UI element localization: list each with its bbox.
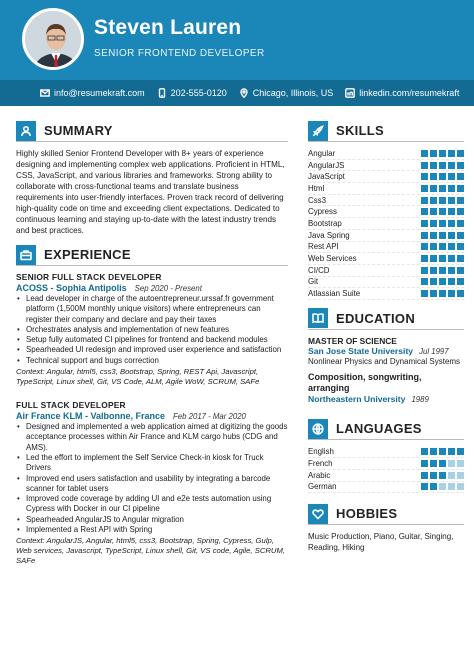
rating-square [421, 173, 428, 180]
heart-icon [312, 508, 324, 520]
job-dates: Sep 2020 - Present [134, 284, 202, 293]
skill-row [308, 171, 464, 183]
rocket-icon [312, 125, 324, 137]
skills-heading: SKILLS [336, 123, 385, 138]
job-entry [16, 272, 288, 387]
skill-row [308, 160, 464, 172]
education-description: Nonlinear Physics and Dynamical Systems [308, 356, 461, 366]
job-role: SENIOR FULL STACK DEVELOPER [16, 272, 162, 282]
rating-square [430, 448, 437, 455]
education-school: San Jose State University [308, 345, 414, 356]
rating-square [421, 197, 428, 204]
location-pin-icon [239, 88, 249, 98]
skill-row [308, 265, 464, 277]
job-bullet: • Lead developer in charge of the autoentrepreneur.urssaf.fr government platform (1,500M monthly unique visitors) where entrepreneurs can register their company and declare and pay their taxes [16, 294, 288, 325]
skill-row-name: AngularJS [308, 160, 345, 170]
job-company: Air France KLM - Valbonne, France [16, 411, 166, 422]
candidate-title: SENIOR FRONTEND DEVELOPER [94, 48, 265, 59]
education-section-header [308, 308, 464, 330]
skill-row [308, 195, 464, 207]
skills-list [308, 148, 464, 300]
job-bullet: • Spearheaded AngularJS to Angular migration [16, 515, 288, 525]
job-role: FULL STACK DEVELOPER [16, 400, 126, 411]
skill-row-name: Bootstrap [308, 218, 342, 228]
rating-square [421, 162, 428, 169]
summary-section-header [16, 120, 288, 142]
rating-square [439, 173, 446, 180]
education-heading: EDUCATION [336, 310, 416, 326]
rating-square [421, 267, 428, 274]
rating-square [457, 483, 464, 490]
rating-square [421, 243, 428, 250]
contact-linkedin-text: linkedin.com/resumekraft [359, 88, 460, 98]
skill-row-rating [421, 290, 464, 297]
skill-row-rating [421, 208, 464, 215]
rating-square [448, 460, 455, 467]
rating-square [439, 220, 446, 227]
rating-square [448, 243, 455, 250]
skill-row-rating [421, 197, 464, 204]
book-icon [312, 312, 324, 324]
rating-square [430, 267, 437, 274]
rating-square [457, 150, 464, 157]
user-icon [20, 125, 32, 137]
skill-row [308, 277, 464, 289]
skill-row [308, 218, 464, 230]
rating-square [430, 208, 437, 215]
education-date: Jul 1997 [419, 346, 449, 356]
education-degree: Composition, songwriting, arranging [308, 372, 422, 394]
phone-icon [157, 88, 167, 98]
job-bullet: • Designed and implemented a web application aimed at digitizing the goods acceptance processes within Air France and KLM cargo hubs (CDG and AMS). [16, 422, 288, 453]
rating-square [430, 197, 437, 204]
rating-square [457, 185, 464, 192]
languages-list [308, 446, 464, 493]
language-row-rating [421, 460, 464, 467]
rating-square [448, 255, 455, 262]
summary-text: Highly skilled Senior Frontend Developer with 8+ years of experience designing and implementing complex web applications. Proficient in HTML, CSS, JavaScript, and various libraries and frameworks. Strong ability to collaborate with cross-functional teams and translate business requirements into user-friendly interfaces. Proven track record of delivering high-quality code on time and exceeding client expectations. Dedicated to continuous learning and staying up-to-date with the latest industry trends and best practices. [16, 149, 285, 235]
skill-row-rating [421, 185, 464, 192]
rating-square [457, 290, 464, 297]
rating-square [421, 220, 428, 227]
rating-square [457, 243, 464, 250]
rating-square [457, 162, 464, 169]
skill-row [308, 230, 464, 242]
skill-row-name: Cypress [308, 207, 337, 217]
skill-row-name: Web Services [308, 254, 357, 264]
contact-email-text: info@resumekraft.com [54, 88, 145, 98]
linkedin-icon [345, 88, 355, 98]
rating-square [457, 232, 464, 239]
hobbies-section-header [308, 503, 464, 525]
rating-square [439, 290, 446, 297]
rating-square [439, 232, 446, 239]
rating-square [430, 150, 437, 157]
skill-row-name: JavaScript [308, 172, 345, 182]
rating-square [448, 220, 455, 227]
skill-row-rating [421, 278, 464, 285]
rating-square [439, 162, 446, 169]
contact-bar [0, 80, 474, 106]
rating-square [430, 243, 437, 250]
experience-icon-box [16, 245, 36, 265]
rating-square [457, 173, 464, 180]
rating-square [430, 278, 437, 285]
skill-row-rating [421, 255, 464, 262]
job-bullet: • Improved code coverage by adding UI and e2e tests automation using Cypress with Docker in our CI pipeline [16, 494, 288, 515]
skill-row-rating [421, 267, 464, 274]
skills-icon-box [308, 121, 328, 141]
rating-square [448, 232, 455, 239]
rating-square [421, 150, 428, 157]
mail-icon [40, 88, 50, 98]
skill-row-rating [421, 243, 464, 250]
experience-section-header [16, 244, 288, 266]
skill-row-name: Rest API [308, 242, 339, 252]
skill-row-rating [421, 162, 464, 169]
rating-square [421, 290, 428, 297]
languages-icon-box [308, 419, 328, 439]
job-context: Context: AngularJS, Angular, html5, css3, Bootstrap, Spring, Cypress, Gulp, Web services, Javascript, TypeScript, Linux shell, Git, VS code, Agile, SCRUM, SAFe [16, 536, 286, 566]
skill-row [308, 242, 464, 254]
job-bullets [16, 422, 288, 535]
job-bullet: • Improved end users satisfaction and usability by integrating a barcode scanner for tablet users [16, 474, 288, 495]
rating-square [430, 173, 437, 180]
rating-square [448, 267, 455, 274]
rating-square [439, 460, 446, 467]
contact-phone-text: 202-555-0120 [170, 88, 227, 98]
skill-row-rating [421, 173, 464, 180]
rating-square [421, 255, 428, 262]
rating-square [430, 232, 437, 239]
rating-square [457, 448, 464, 455]
rating-square [430, 162, 437, 169]
rating-square [439, 483, 446, 490]
hobbies-heading: HOBBIES [336, 506, 398, 522]
rating-square [439, 150, 446, 157]
skill-row-name: Html [308, 183, 325, 193]
contact-location [239, 88, 334, 98]
language-row-name: Arabic [308, 470, 331, 480]
skill-row-name: Java Spring [308, 230, 350, 240]
skills-section-header [308, 120, 464, 142]
rating-square [448, 472, 455, 479]
contact-linkedin[interactable] [345, 88, 459, 98]
contact-location-text: Chicago, Illinois, US [252, 88, 334, 98]
profile-photo [22, 8, 84, 70]
rating-square [439, 267, 446, 274]
job-context: Context: Angular, html5, css3, Bootstrap, Spring, REST Api, Javascript, TypeScript, Linux shell, Git, VS Code, ALM, Agile WoW, SCRUM, SAFe [16, 367, 260, 387]
rating-square [448, 173, 455, 180]
skill-row-rating [421, 150, 464, 157]
rating-square [448, 290, 455, 297]
rating-square [430, 255, 437, 262]
rating-square [421, 232, 428, 239]
skill-row [308, 288, 464, 300]
rating-square [439, 448, 446, 455]
language-row-name: French [308, 458, 333, 468]
rating-square [430, 185, 437, 192]
skill-row-name: CI/CD [308, 265, 330, 275]
language-row-name: English [308, 447, 334, 457]
rating-square [457, 197, 464, 204]
languages-section-header [308, 418, 464, 440]
rating-square [439, 472, 446, 479]
skill-row-rating [421, 232, 464, 239]
rating-square [439, 243, 446, 250]
job-entry [16, 400, 288, 566]
rating-square [439, 255, 446, 262]
job-bullet: • Setup fully automated CI pipelines for frontend and backend modules [16, 335, 288, 345]
skill-row [308, 206, 464, 218]
rating-square [448, 448, 455, 455]
job-company-line [16, 411, 288, 421]
rating-square [439, 208, 446, 215]
rating-square [421, 185, 428, 192]
globe-icon [312, 423, 324, 435]
rating-square [421, 460, 428, 467]
rating-square [421, 208, 428, 215]
rating-square [457, 208, 464, 215]
skill-row-rating [421, 220, 464, 227]
rating-square [448, 185, 455, 192]
education-school-line [308, 346, 464, 356]
rating-square [457, 220, 464, 227]
summary-heading: SUMMARY [44, 123, 113, 138]
job-bullet: • Led the effort to implement the Self Service Check-in kiosk for Truck Drivers [16, 453, 288, 474]
rating-square [439, 197, 446, 204]
briefcase-icon [20, 249, 32, 261]
education-date: 1989 [411, 395, 429, 405]
rating-square [457, 472, 464, 479]
skill-row [308, 148, 464, 160]
rating-square [448, 197, 455, 204]
skill-row [308, 183, 464, 195]
job-dates: Feb 2017 - Mar 2020 [173, 412, 246, 422]
summary-icon-box [16, 121, 36, 141]
education-school-line [308, 394, 464, 404]
job-bullet: • Implemented a Rest API with Spring [16, 525, 288, 535]
candidate-name: Steven Lauren [94, 16, 242, 39]
language-row [308, 446, 464, 458]
rating-square [448, 483, 455, 490]
education-entry [308, 336, 464, 368]
rating-square [430, 472, 437, 479]
rating-square [421, 448, 428, 455]
skill-row-name: Angular [308, 148, 336, 158]
rating-square [457, 278, 464, 285]
skill-row-name: Atlassian Suite [308, 289, 361, 299]
skill-row [308, 253, 464, 265]
rating-square [448, 208, 455, 215]
rating-square [457, 255, 464, 262]
contact-email[interactable] [40, 88, 145, 98]
skill-row-name: Git [308, 277, 319, 287]
rating-square [421, 278, 428, 285]
job-bullet: • Spearheaded UI redesign and improved user experience and satisfaction [16, 345, 288, 355]
skill-row-name: Css3 [308, 195, 326, 205]
rating-square [421, 472, 428, 479]
education-degree: MASTER OF SCIENCE [308, 335, 397, 346]
job-bullet: • Technical support and bugs correction [16, 356, 288, 366]
job-company-line [16, 283, 288, 293]
rating-square [439, 185, 446, 192]
education-entry [308, 372, 464, 404]
rating-square [457, 267, 464, 274]
job-company: ACOSS - Sophia Antipolis [16, 283, 127, 293]
language-row-rating [421, 448, 464, 455]
experience-heading: EXPERIENCE [44, 247, 131, 262]
right-column [308, 120, 464, 553]
rating-square [448, 278, 455, 285]
education-icon-box [308, 308, 328, 328]
rating-square [448, 162, 455, 169]
job-bullets [16, 294, 288, 366]
contact-phone[interactable] [157, 88, 227, 98]
rating-square [448, 150, 455, 157]
education-school: Northeastern University [308, 394, 406, 405]
language-row-rating [421, 483, 464, 490]
language-row [308, 482, 464, 494]
language-row-rating [421, 472, 464, 479]
job-bullet: • Orchestrates analysis and implementation of new features [16, 325, 288, 335]
rating-square [421, 483, 428, 490]
hobbies-icon-box [308, 504, 328, 524]
rating-square [430, 483, 437, 490]
rating-square [430, 220, 437, 227]
language-row [308, 458, 464, 470]
rating-square [430, 460, 437, 467]
rating-square [430, 290, 437, 297]
language-row-name: German [308, 482, 337, 492]
left-column [16, 120, 288, 566]
person-avatar-icon [25, 11, 84, 70]
resume-header [0, 0, 474, 80]
rating-square [439, 278, 446, 285]
languages-heading: LANGUAGES [336, 421, 422, 437]
language-row [308, 470, 464, 482]
rating-square [457, 460, 464, 467]
hobbies-text: Music Production, Piano, Guitar, Singing, Reading, Hiking [308, 532, 454, 553]
